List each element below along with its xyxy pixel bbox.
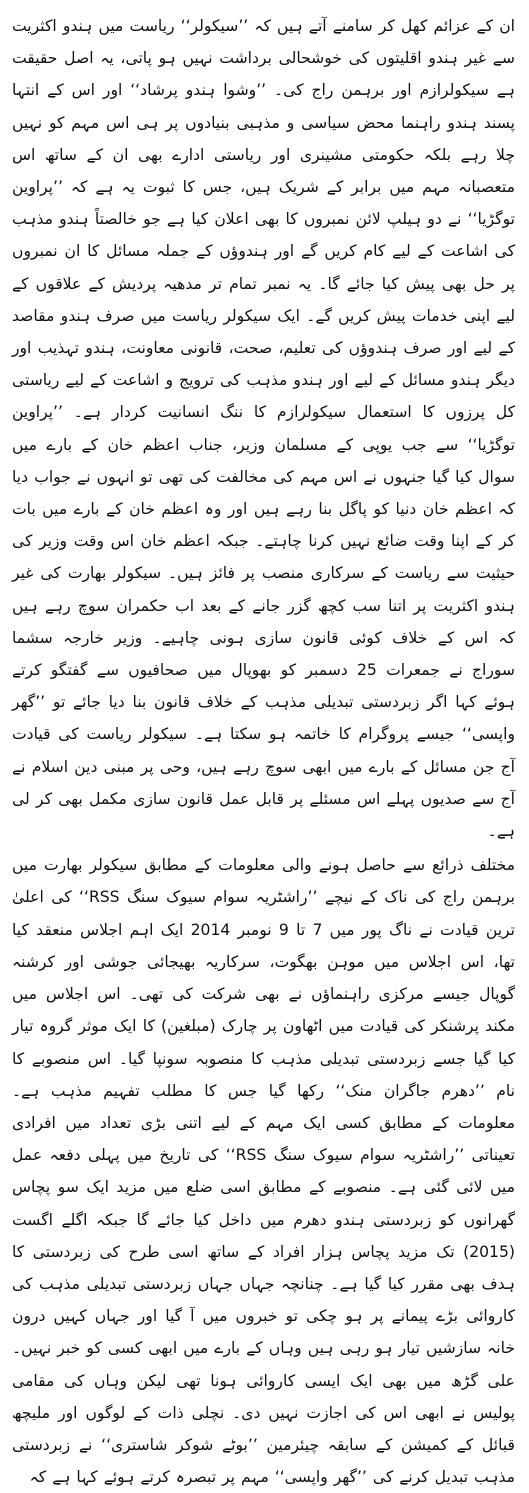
article-paragraph: مختلف ذرائع سے حاصل ہونے والی معلومات کے مطابق سیکولر بھارت میں برہمن راج کی ناک کے نیچے ’’راشٹریہ سوام سیوک سنگ RSS‘‘ کی اعلیٰ ترین قیادت نے ناگ پور میں 7 تا 9 نومبر 2014 ایک اہم اجلاس منعقد کیا تھا، اس اجلاس میں موہن بھگوت، سرکاریہ بھیجائی جوشی اور کرشنہ گوپال جیسے مرکزی راہنماؤں نے بھی شرکت کی تھی۔ اس اجلاس میں مکند پرشنکر کی قیادت میں اٹھاون پر چارک (مبلغین) کا ایک موثر گروہ تیار کیا گیا جسے زبردستی تبدیلی مذہب کا منصوبہ سونپا گیا۔ اس منصوبے کا نام ’’دھرم جاگران منک‘‘ رکھا گیا جس کا مطلب تفہیم مذہب ہے۔ معلومات کے مطابق کسی ایک مہم کے لیے اتنی بڑی تعداد میں افرادی تعیناتی ’’راشٹریہ سوام سیوک سنگ RSS‘‘ کی تاریخ میں پہلی دفعہ عمل میں لائی گئی ہے۔ منصوبے کے مطابق اسی ضلع میں مزید ایک سو پچاس گھرانوں کو زبردستی ہندو دھرم میں داخل کیا جائے گا جبکہ اگلے اگست (2015) تک مزید پچاس ہزار افراد کے ساتھ اسی طرح کی زبردستی کا ہدف بھی مقرر کیا گیا ہے۔ چنانچہ جہاں جہاں زبردستی تبدیلی مذہب کی کاروائی بڑے پیمانے پر ہو چکی تو خبروں میں آ گیا اور جہاں کہیں درون خانہ سازشیں تیار ہو رہی ہیں وہاں کے بارے میں ابھی کسی کو خبر نہیں۔ علی گڑھ میں بھی ایک ایسی کاروائی ہونا تھی لیکن وہاں کی مقامی پولیس نے ابھی اس کی اجازت نہیں دی۔ نچلی ذات کے لوگوں اور ملیچھ قبائل کے کمیشن کے سابقہ چیئرمین ’’بوٹے شوکر شاستری‘‘ نے زبردستی مذہب تبدیل کرنے کی ’’گھر واپسی‘‘ مہم پر تبصرہ کرتے ہوئے کہا ہے کہ [12, 856, 515, 1487]
article-paragraph: ان کے عزائم کھل کر سامنے آتے ہیں کہ ’’سیکولر‘‘ ریاست میں ہندو اکثریت سے غیر ہندو اقلیتوں کی خوشحالی برداشت نہیں ہو پاتی، یہ اصل حقیقت ہے سیکولرازم اور برہمن راج کی۔ ’’وشوا ہندو پرشاد‘‘ اور اس کے انتہا پسند ہندو راہنما محض سیاسی و مذہبی بنیادوں پر ہی اس مہم کو نہیں چلا رہے بلکہ حکومتی مشینری اور ریاستی ادارے بھی ان کے ساتھ اس متعصبانہ مہم میں برابر کے شریک ہیں، جس کا ثبوت یہ ہے کہ ’’پراوین توگڑیا‘‘ نے دو ہیلپ لائن نمبروں کا بھی اعلان کیا ہے جو خالصتاً ہندو مذہب کی اشاعت کے لیے کام کریں گے اور ہندوؤں کے جملہ مسائل کا ان نمبروں پر حل بھی پیش کیا جائے گا۔ یہ نمبر تمام تر مدھیہ پردیش کے علاقوں کے لیے اپنی خدمات پیش کریں گے۔ ایک سیکولر ریاست میں صرف ہندو مقاصد کے لیے اور صرف ہندوؤں کی تعلیم، صحت، قانونی معاونت، ہندو تہذیب اور دیگر ہندو مسائل کے لیے اور ہندو مذہب کی ترویج و اشاعت کے لیے ریاستی کل پرزوں کا استعمال سیکولرازم کا ننگ انسانیت کردار ہے۔ ’’پراوین توگڑیا‘‘ سے جب یوپی کے مسلمان وزیر، جناب اعظم خان کے بارے میں سوال کیا گیا جنہوں نے اس مہم کی مخالفت کی تھی تو انہوں نے جواب دیا کہ اعظم خان دنیا کو پاگل بنا رہے ہیں اور وہ اعظم خان کے بارے میں بات کر کے اپنا وقت ضائع نہیں کرنا چاہتے۔ جبکہ اعظم خان اس وقت وزیر کی حیثیت سے ریاست کے سرکاری منصب پر فائز ہیں۔ سیکولر بھارت کی غیر ہندو اکثریت پر اتنا سب کچھ گزر جانے کے بعد اب حکمران سوچ رہے ہیں کہ اس کے خلاف کوئی قانون سازی ہونی چاہیے۔ وزیر خارجہ سشما سوراج نے جمعرات 25 دسمبر کو بھوپال میں صحافیوں سے گفتگو کرتے ہوئے کہا اگر زبردستی تبدیلی مذہب کے خلاف قانون بنا دیا جائے تو ’’گھر واپسی‘‘ جیسے پروگرام کا خاتمہ ہو سکتا ہے۔ سیکولر ریاست کی قیادت آج جن مسائل کے بارے میں ابھی سوچ رہے ہیں، وحی پر مبنی دین اسلام نے آج سے صدیوں پہلے اس مسئلے پر قابل عمل قانون سازی مکمل بھی کر لی ہے۔ [12, 17, 515, 841]
